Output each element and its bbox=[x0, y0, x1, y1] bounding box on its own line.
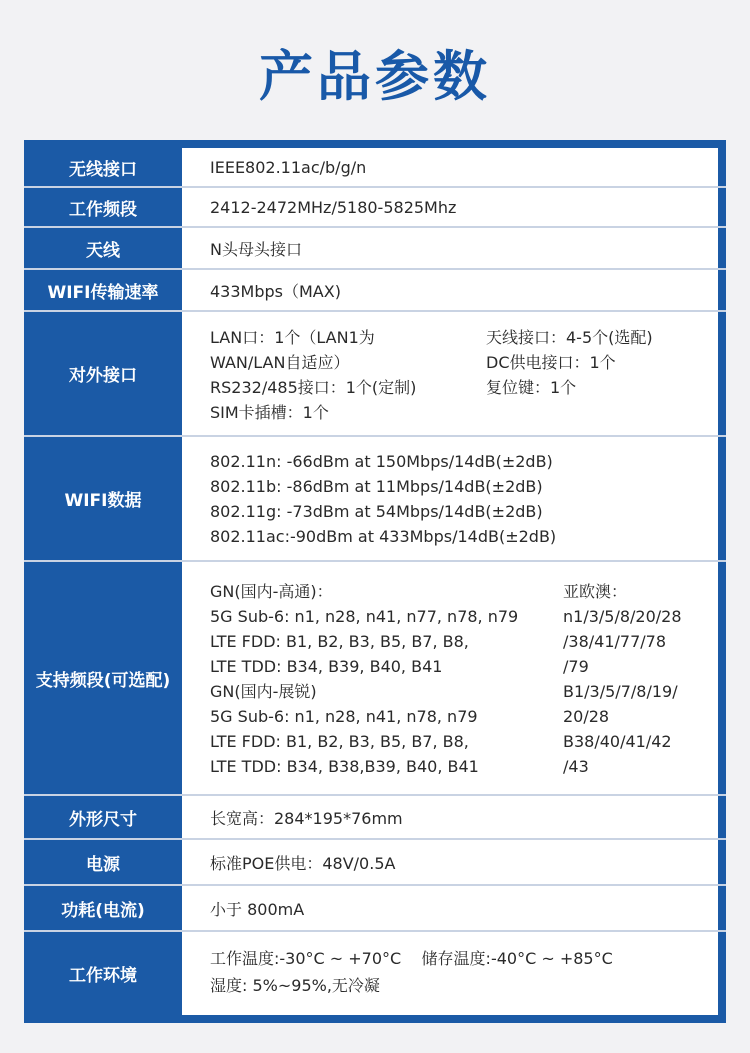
value-size: 长宽高：284*195*76mm bbox=[182, 796, 718, 838]
freq-left-line: 5G Sub-6: n1, n28, n41, n78, n79 bbox=[210, 707, 478, 726]
row-freq bbox=[24, 562, 726, 794]
row-size bbox=[24, 796, 726, 838]
value-env bbox=[182, 932, 718, 1015]
value-wifi-data bbox=[182, 437, 718, 560]
value-wireless: IEEE802.11ac/b/g/n bbox=[182, 148, 718, 186]
row-band bbox=[24, 188, 726, 226]
ports-right-line: DC供电接口：1个 bbox=[486, 353, 616, 372]
value-power: 标准POE供电：48V/0.5A bbox=[182, 840, 718, 884]
ports-left-line: SIM卡插槽：1个 bbox=[210, 403, 329, 422]
freq-right-line: n1/3/5/8/20/28 bbox=[563, 607, 682, 626]
label-power: 电源 bbox=[86, 854, 120, 875]
row-wifi-data bbox=[24, 437, 726, 560]
value-wifi-rate: 433Mbps（MAX) bbox=[182, 270, 718, 310]
freq-left-line: GN(国内-展锐) bbox=[210, 682, 317, 701]
page-title: 产品参数 bbox=[259, 45, 491, 108]
row-env bbox=[24, 932, 726, 1015]
env-humidity: 湿度: 5%~95%,无冷凝 bbox=[210, 976, 380, 995]
row-power bbox=[24, 840, 726, 884]
wifi-data-line: 802.11ac:-90dBm at 433Mbps/14dB(±2dB) bbox=[210, 527, 557, 546]
freq-left-line: LTE FDD: B1, B2, B3, B5, B7, B8, bbox=[210, 732, 469, 751]
freq-right-line: /38/41/77/78 bbox=[563, 632, 666, 651]
freq-left-line: LTE TDD: B34, B39, B40, B41 bbox=[210, 657, 443, 676]
label-wireless: 无线接口 bbox=[69, 159, 137, 180]
ports-right-line: 复位键：1个 bbox=[486, 378, 577, 397]
value-freq bbox=[182, 562, 718, 794]
label-wifi-rate: WIFI传输速率 bbox=[47, 282, 159, 303]
row-wireless bbox=[24, 148, 726, 186]
wifi-data-line: 802.11b: -86dBm at 11Mbps/14dB(±2dB) bbox=[210, 477, 543, 496]
label-ports: 对外接口 bbox=[69, 366, 137, 386]
value-ports bbox=[182, 312, 718, 435]
value-consumption: 小于 800mA bbox=[182, 886, 718, 930]
wifi-data-line: 802.11n: -66dBm at 150Mbps/14dB(±2dB) bbox=[210, 452, 553, 471]
env-temperature: 工作温度:-30°C ~ +70°C 储存温度:-40°C ~ +85°C bbox=[210, 949, 613, 968]
spec-table bbox=[24, 140, 726, 1023]
row-antenna bbox=[24, 228, 726, 268]
ports-left-line: LAN口：1个（LAN1为 bbox=[210, 328, 375, 347]
label-antenna: 天线 bbox=[86, 240, 120, 261]
freq-left-line: 5G Sub-6: n1, n28, n41, n77, n78, n79 bbox=[210, 607, 519, 626]
ports-right-line: 天线接口：4-5个(选配) bbox=[486, 328, 653, 347]
row-ports bbox=[24, 312, 726, 435]
freq-right-line: B1/3/5/7/8/19/ bbox=[563, 682, 678, 701]
value-antenna: N头母头接口 bbox=[182, 228, 718, 268]
freq-right-line: /43 bbox=[563, 757, 589, 776]
value-band: 2412-2472MHz/5180-5825Mhz bbox=[182, 188, 718, 226]
freq-left-line: LTE FDD: B1, B2, B3, B5, B7, B8, bbox=[210, 632, 469, 651]
label-wifi-data: WIFI数据 bbox=[64, 491, 142, 511]
freq-right-line: /79 bbox=[563, 657, 589, 676]
row-wifi-rate bbox=[24, 270, 726, 310]
wifi-data-line: 802.11g: -73dBm at 54Mbps/14dB(±2dB) bbox=[210, 502, 543, 521]
freq-right-line: 20/28 bbox=[563, 707, 610, 726]
label-env: 工作环境 bbox=[69, 966, 137, 986]
label-consumption: 功耗(电流) bbox=[61, 900, 145, 921]
label-band: 工作频段 bbox=[69, 199, 137, 220]
ports-left-line: RS232/485接口：1个(定制) bbox=[210, 378, 417, 397]
freq-left-line: LTE TDD: B34, B38,B39, B40, B41 bbox=[210, 757, 479, 776]
freq-right-line: 亚欧澳： bbox=[563, 582, 628, 601]
label-size: 外形尺寸 bbox=[69, 809, 137, 830]
freq-right-line: B38/40/41/42 bbox=[563, 732, 672, 751]
ports-left-line: WAN/LAN自适应） bbox=[210, 353, 350, 372]
freq-left-line: GN(国内-高通)： bbox=[210, 582, 333, 601]
label-freq: 支持频段(可选配) bbox=[35, 670, 171, 691]
row-consumption bbox=[24, 886, 726, 930]
